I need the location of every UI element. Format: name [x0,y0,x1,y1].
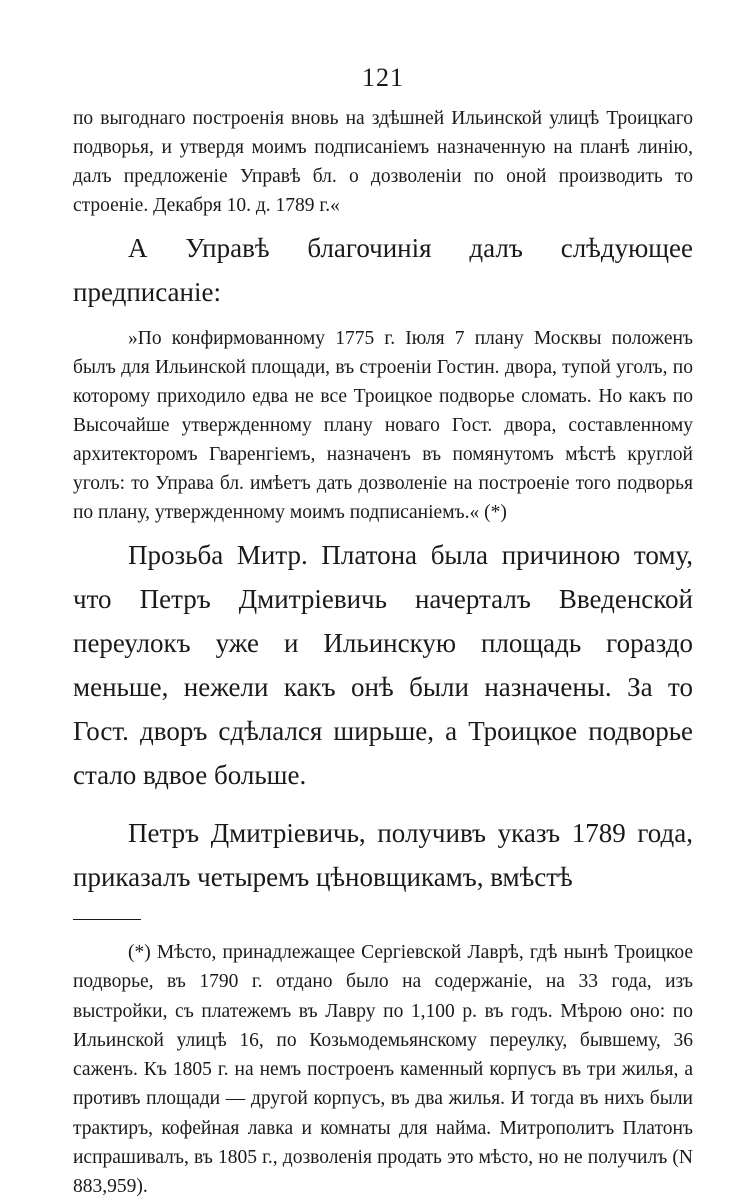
quoted-prescription: »По конфирмованному 1775 г. Іюля 7 плану Москвы положенъ былъ для Ильинской площади, въ строеніи Гостин. двора, тупой уголъ, по которому приходило едва не все Троицкое подворье сломать. Но какъ по Высочайше утвержденному плану новаго Гост. двора, составленному архитекторомъ Гваренгіемъ, назначенъ въ помянутомъ мѣстѣ круглой уголъ: то Управа бл. имѣетъ дать дозволеніе на построеніе того подворья по плану, утвержденному моимъ подписаніемъ.« (*) [73,328,693,523]
book-page [73,62,693,1202]
opening-text: по выгоднаго построенія вновь на здѣшней Ильинской улицѣ Троицкаго подворья, и утвердя моимъ подписаніемъ назначенную на планѣ линію, далъ предложеніе Управѣ бл. о дозволеніи по оной производить то строеніе. Декабря 10. д. 1789 г.« [73,108,693,216]
paragraph-decree-1789: Петръ Дмитріевичь, получивъ указъ 1789 года, приказалъ четыремъ цѣновщикамъ, вмѣстѣ [73,818,693,892]
paragraph-prescription: А Управѣ благочинія далъ слѣдующее предписаніе: [73,233,693,307]
paragraph-platon-request: Прозьба Митр. Платона была причиною тому, что Петръ Дмитріевичь начерталъ Введенской переулокъ уже и Ильинскую площадь гораздо меньше, нежели какъ онѣ были назначены. За то Гост. дворъ сдѣлался ширьше, а Троицкое подворье стало вдвое больше. [73,540,693,790]
footnote: (*) Мѣсто, принадлежащее Сергіевской Лаврѣ, гдѣ нынѣ Троицкое подворье, въ 1790 г. отдано было на содержаніе, на 33 года, изъ выстройки, съ платежемъ въ Лавру по 1,100 р. въ годъ. Мѣрою оно: по Ильинской улицѣ 16, по Козьмодемьянскому переулку, бывшему, 36 саженъ. Къ 1805 г. на немъ построенъ каменный корпусъ въ три жилья, а противъ площади — другой корпусъ, въ два жилья. И тогда въ нихъ были трактиръ, кофейная лавка и комнаты для найма. Митрополитъ Платонъ испрашивалъ, въ 1805 г., дозволенія продать это мѣсто, но не получилъ (N 883,959). [73,942,693,1198]
footnote-separator [73,919,141,920]
page-number: 121 [362,63,404,92]
